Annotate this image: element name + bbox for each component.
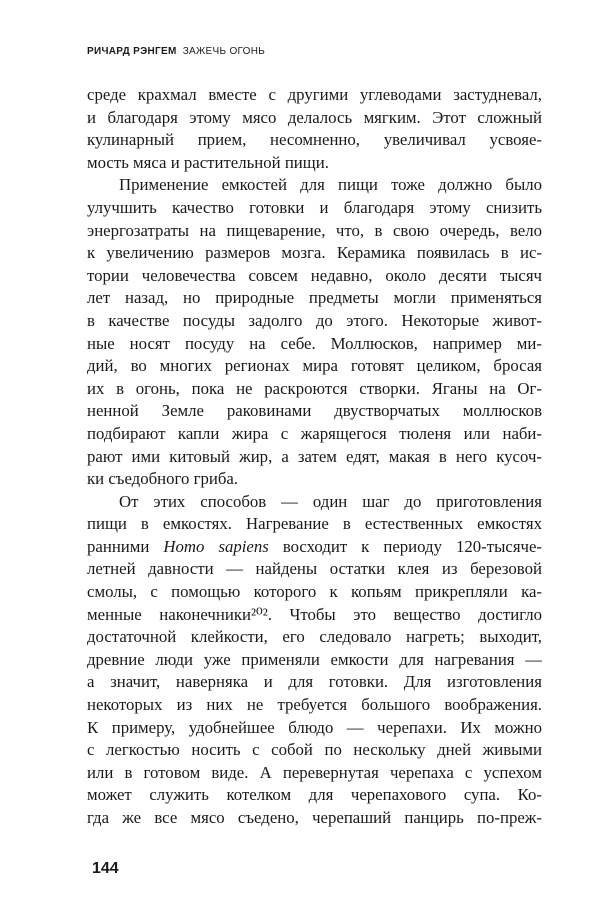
- text-line: От этих способов — один шаг до приготовления: [119, 491, 542, 511]
- text-line: К примеру, удобнейшее блюдо — черепахи. Их можно: [87, 717, 542, 737]
- text-line: с легкостью носить с собой по нескольку дней живыми: [87, 740, 542, 760]
- text-line: мость мяса и растительной пищи.: [87, 152, 329, 172]
- text-line: кулинарный прием, несомненно, увеличивал усвояе-: [87, 130, 542, 150]
- text-line: менные наконечники²⁰². Чтобы это вещество достигло: [87, 604, 542, 624]
- text-line: в качестве посуды задолго до этого. Некоторые живот-: [87, 310, 542, 330]
- text-line: к увеличению размеров мозга. Керамика появилась в ис-: [87, 243, 542, 263]
- italic-term: Homo sapiens: [163, 536, 269, 556]
- text-line: ненной Земле раковинами двустворчатых моллюсков: [87, 401, 542, 421]
- text-line: ные носят посуду на себе. Моллюсков, например ми-: [87, 333, 542, 353]
- page-number: 144: [92, 860, 119, 877]
- text-line: тории человечества совсем недавно, около десяти тысяч: [87, 265, 542, 285]
- text-line: и благодаря этому мясо делалось мягким. Этот сложный: [87, 107, 542, 127]
- text-line: может служить котелком для черепахового супа. Ко-: [87, 785, 542, 805]
- text-line: достаточной клейкости, его следовало нагреть; выходит,: [87, 627, 542, 647]
- text-line: или в готовом виде. А перевернутая черепаха с успехом: [87, 762, 542, 782]
- text-line: улучшить качество готовки и благодаря этому снизить: [87, 197, 542, 217]
- text-line: древние люди уже применяли емкости для нагревания —: [87, 649, 542, 669]
- text-line: среде крахмал вместе с другими углеводами застудневал,: [87, 85, 542, 104]
- text-line: их в огонь, пока не раскроются створки. Яганы на Ог-: [87, 378, 542, 398]
- text-line: ки съедобного гриба.: [87, 469, 239, 489]
- body-text: [87, 84, 542, 830]
- text-line: подбирают капли жира с жарящегося тюленя или наби-: [87, 423, 542, 443]
- text-line: а значит, наверняка и для готовки. Для изготовления: [87, 672, 542, 692]
- text-line: летней давности — найдены остатки клея из березовой: [87, 559, 542, 579]
- running-head: [87, 46, 265, 57]
- text-line: ранними Homo sapiens восходит к периоду 120-тысяче-: [87, 536, 542, 556]
- text-line: дий, во многих регионах мира готовят целиком, бросая: [87, 356, 542, 376]
- text-line: энергозатраты на пищеварение, что, в свою очередь, вело: [87, 220, 542, 240]
- text-line: рают ими китовый жир, а затем едят, макая в него кусоч-: [87, 446, 542, 466]
- running-head-book-title: ЗАЖЕЧЬ ОГОНЬ: [182, 46, 266, 57]
- text-line: лет назад, но природные предметы могли применяться: [87, 288, 542, 308]
- running-head-author: РИЧАРД РЭНГЕМ: [87, 46, 177, 57]
- text-line: некоторых из них не требуется большого воображения.: [87, 695, 542, 715]
- text-line: Применение емкостей для пищи тоже должно было: [119, 175, 542, 195]
- text-line: пищи в емкостях. Нагревание в естественных емкостях: [87, 514, 542, 534]
- text-line: гда же все мясо съедено, черепаший панцирь по-преж-: [87, 808, 542, 827]
- text-line: смолы, с помощью которого к копьям прикрепляли ка-: [87, 582, 542, 602]
